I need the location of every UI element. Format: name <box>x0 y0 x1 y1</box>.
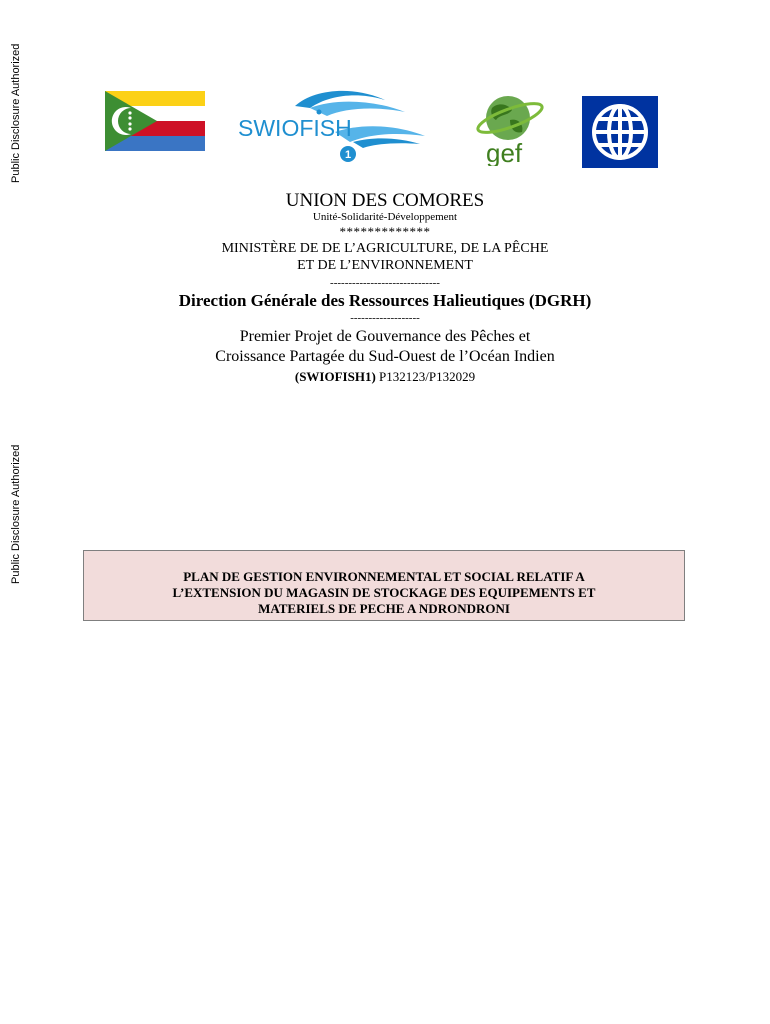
disclosure-stamp-middle: Public Disclosure Authorized <box>10 444 22 584</box>
dash-separator-2: ------------------- <box>350 312 420 324</box>
gef-wordmark: gef <box>486 138 523 166</box>
swiofish-logo <box>235 86 430 166</box>
world-bank-logo-icon <box>582 96 658 168</box>
disclosure-stamp-top: Public Disclosure Authorized <box>10 43 22 183</box>
project-title-line-1: Premier Projet de Gouvernance des Pêches et <box>239 328 531 345</box>
plan-title-line-2: L’EXTENSION DU MAGASIN DE STOCKAGE DES EQUIPEMENTS ET <box>172 585 596 600</box>
plan-title <box>84 569 684 617</box>
stars-separator: ************* <box>339 224 431 239</box>
plan-title-line-1: PLAN DE GESTION ENVIRONNEMENTAL ET SOCIAL RELATIF A <box>183 569 585 584</box>
national-motto: Unité-Solidarité-Développement <box>312 211 458 223</box>
gef-logo <box>474 90 546 166</box>
swiofish-number: 1 <box>344 149 352 161</box>
direction-title: Direction Générale des Ressources Halieutiques (DGRH) <box>178 291 592 310</box>
dash-separator-1: ------------------------------ <box>330 277 440 289</box>
ministry-line-2: ET DE L’ENVIRONNEMENT <box>297 258 473 273</box>
plan-title-box <box>83 550 685 621</box>
project-title-line-2: Croissance Partagée du Sud-Ouest de l’Océan Indien <box>215 348 555 365</box>
ministry-line-1: MINISTÈRE DE DE L’AGRICULTURE, DE LA PÊCHE <box>221 241 549 256</box>
project-acronym: (SWIOFISH1) <box>294 369 376 384</box>
plan-title-line-3: MATERIELS DE PECHE A NDRONDRONI <box>258 601 510 616</box>
project-codes: P132123/P132029 <box>375 369 476 384</box>
project-code <box>100 369 670 385</box>
swiofish-wordmark: SWIOFISH <box>238 115 352 141</box>
country-name: UNION DES COMORES <box>285 190 485 211</box>
comoros-flag-icon <box>105 91 205 151</box>
